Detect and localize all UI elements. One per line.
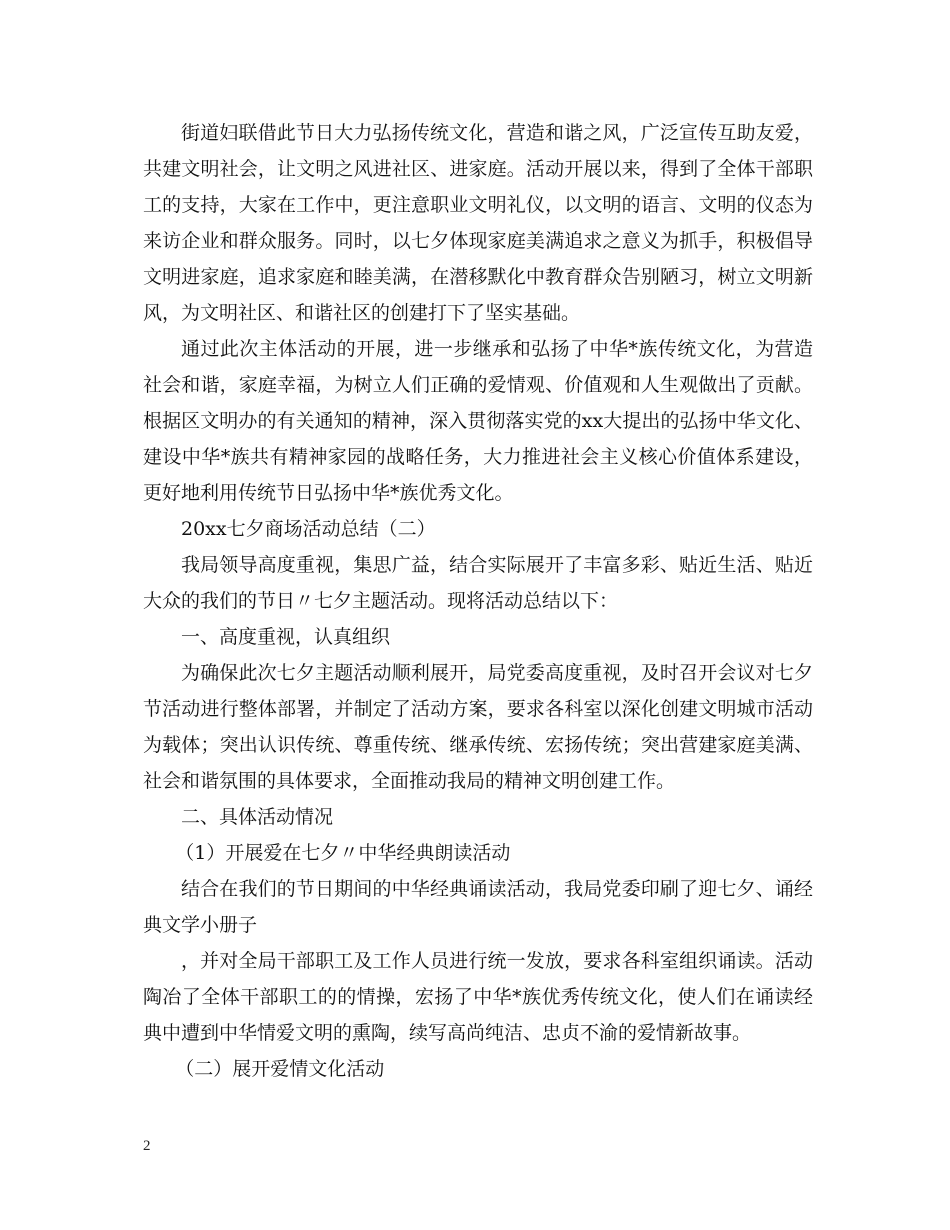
document-body <box>143 115 813 1087</box>
heading-one: 一、高度重视，认真组织 <box>181 626 391 648</box>
paragraph-3: 我局领导高度重视，集思广益，结合实际展开了丰富多彩、贴近生活、贴近大众的我们的节日〃七夕主题活动。现将活动总结以下： <box>143 554 813 612</box>
heading-two: 二、具体活动情况 <box>181 806 334 828</box>
subheading-1: （1）开展爱在七夕〃中华经典朗读活动 <box>175 842 511 864</box>
paragraph-5: 结合在我们的节日期间的中华经典诵读活动，我局党委印刷了迎七夕、诵经典文学小册子 <box>143 878 813 936</box>
page-number: 2 <box>143 1138 151 1154</box>
paragraph-4: 为确保此次七夕主题活动顺利展开，局党委高度重视，及时召开会议对七夕节活动进行整体部署，并制定了活动方案，要求各科室以深化创建文明城市活动为载体；突出认识传统、尊重传统、继承传统、宏扬传统；突出营建家庭美满、社会和谐氛围的具体要求，全面推动我局的精神文明创建工作。 <box>143 662 813 792</box>
paragraph-1: 街道妇联借此节日大力弘扬传统文化，营造和谐之风，广泛宣传互助友爱，共建文明社会，让文明之风进社区、进家庭。活动开展以来，得到了全体干部职工的支持，大家在工作中，更注意职业文明礼仪，以文明的语言、文明的仪态为来访企业和群众服务。同时，以七夕体现家庭美满追求之意义为抓手，积极倡导文明进家庭，追求家庭和睦美满，在潜移默化中教育群众告别陋习，树立文明新风，为文明社区、和谐社区的创建打下了坚实基础。 <box>143 122 813 324</box>
paragraph-2: 通过此次主体活动的开展，进一步继承和弘扬了中华*族传统文化，为营造社会和谐，家庭幸福，为树立人们正确的爱情观、价值观和人生观做出了贡献。根据区文明办的有关通知的精神，深入贯彻落实党的xx大提出的弘扬中华文化、建设中华*族共有精神家园的战略任务，大力推进社会主义核心价值体系建设，更好地利用传统节日弘扬中华*族优秀文化。 <box>143 338 813 504</box>
paragraph-6: ，并对全局干部职工及工作人员进行统一发放，要求各科室组织诵读。活动陶冶了全体干部职工的的情操，宏扬了中华*族优秀传统文化，使人们在诵读经典中遭到中华情爱文明的熏陶，续写高尚纯洁、忠贞不渝的爱情新故事。 <box>143 950 813 1044</box>
subheading-2: （二）展开爱情文化活动 <box>175 1058 385 1080</box>
section-title-2: 20xx七夕商场活动总结（二） <box>181 518 436 540</box>
